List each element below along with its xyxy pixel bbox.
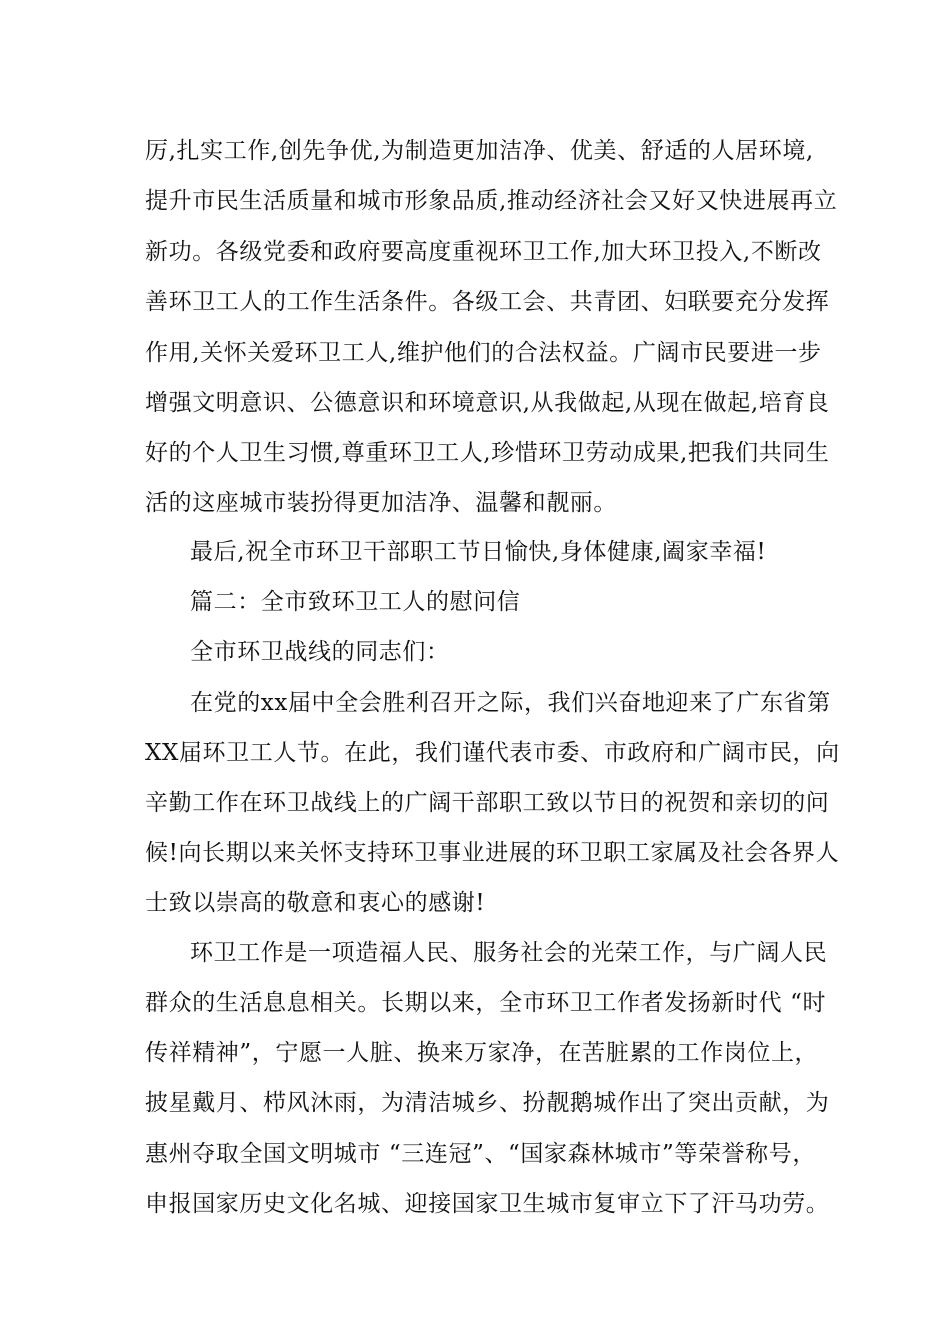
text-line: 披星戴月、栉风沐雨，为清洁城乡、扮靓鹅城作出了突出贡献，为: [145, 1090, 830, 1116]
text-line: 候!向长期以来关怀支持环卫事业进展的环卫职工家属及社会各界人: [145, 840, 840, 866]
text-line: 活的这座城市装扮得更加洁净、温馨和靓丽。: [145, 490, 617, 516]
text-line: 群众的生活息息相关。长期以来，全市环卫工作者发扬新时代 “时: [145, 990, 827, 1016]
text-line: 传祥精神”，宁愿一人脏、换来万家净，在苦脏累的工作岗位上，: [145, 1040, 819, 1066]
text-line: 环卫工作是一项造福人民、服务社会的光荣工作，与广阔人民: [190, 940, 828, 966]
text-line: XX届环卫工人节。在此，我们谨代表市委、市政府和广阔市民，向: [145, 740, 840, 766]
text-line: 厉,扎实工作,创先争优,为制造更加洁净、优美、舒适的人居环境,: [145, 138, 814, 164]
text-line: 好的个人卫生习惯,尊重环卫工人,珍惜环卫劳动成果,把我们共同生: [145, 440, 830, 466]
text-line: 申报国家历史文化名城、迎接国家卫生城市复审立下了汗马功劳。: [145, 1191, 830, 1217]
text-line: 增强文明意识、公德意识和环境意识,从我做起,从现在做起,培育良: [145, 390, 830, 416]
text-line: 惠州夺取全国文明城市 “三连冠”、“国家森林城市”等荣誉称号，: [145, 1141, 816, 1167]
text-line: 辛勤工作在环卫战线上的广阔干部职工致以节日的祝贺和亲切的问: [145, 790, 830, 816]
section-heading: 篇二：全市致环卫工人的慰问信: [190, 589, 521, 615]
text-line: 新功。各级党委和政府要高度重视环卫工作,加大环卫投入,不断改: [145, 239, 822, 265]
text-line: 士致以崇高的敬意和衷心的感谢!: [145, 890, 486, 916]
text-line: 提升市民生活质量和城市形象品质,推动经济社会又好又快进展再立: [145, 188, 838, 214]
text-line: 在党的xx届中全会胜利召开之际，我们兴奋地迎来了广东省第: [190, 690, 831, 716]
text-line: 作用,关怀关爱环卫工人,维护他们的合法权益。广阔市民要进一步: [145, 340, 822, 366]
text-line: 善环卫工人的工作生活条件。各级工会、共青团、妇联要充分发挥: [145, 289, 830, 315]
closing-wish: 最后,祝全市环卫干部职工节日愉快,身体健康,阖家幸福!: [190, 539, 767, 565]
salutation: 全市环卫战线的同志们：: [190, 639, 450, 665]
